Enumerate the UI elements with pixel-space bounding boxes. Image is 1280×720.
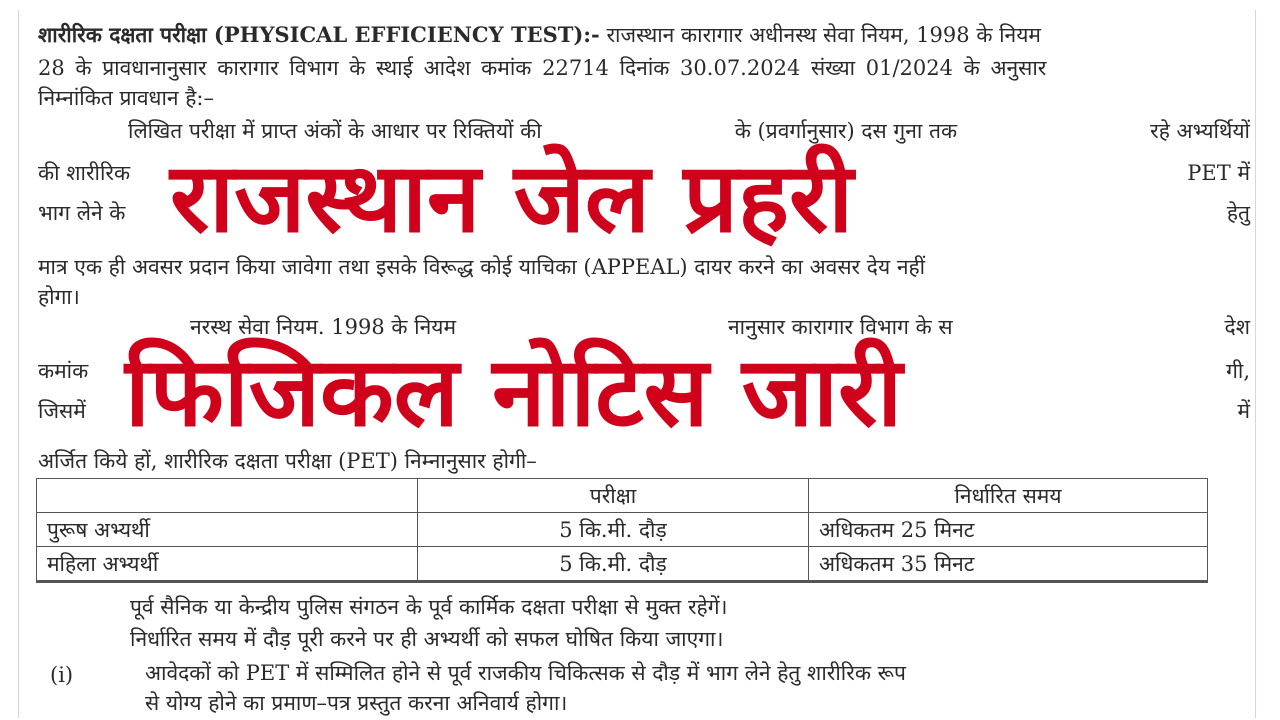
header-cell: [37, 479, 418, 513]
header-cell: निर्धारित समय: [809, 479, 1208, 513]
text: लिखित परीक्षा में प्राप्त अंकों के आधार पर रिक्तियों की: [128, 119, 542, 143]
note-3-line1: आवेदकों को PET में सम्मिलित होने से पूर्व राजकीय चिकित्सक से दौड़ में भाग लेने हेतु शारीरिक रूप: [145, 661, 906, 685]
cell: पुरूष अभ्यर्थी: [37, 513, 418, 547]
pet-table: [36, 478, 1208, 583]
note-1: पूर्व सैनिक या केन्द्रीय पुलिस संगठन के पूर्व कार्मिक दक्षता परीक्षा से मुक्त रहेगें।: [130, 595, 728, 619]
para1-line3: निम्नांकित प्रावधान है:–: [38, 86, 214, 110]
note-3-marker: (i): [50, 663, 74, 687]
cell: 5 कि.मी. दौड़: [418, 547, 809, 582]
headline-line2: फिजिकल नोटिस जारी: [125, 336, 903, 448]
text: राजस्थान कारागार अधीनस्थ सेवा नियम, 1998 के नियम: [606, 23, 1041, 47]
table-header-row: [37, 479, 1208, 513]
text: में: [1237, 399, 1250, 423]
text: हेतु: [1226, 201, 1250, 225]
text: के (प्रवर्गानुसार) दस गुना तक: [734, 119, 958, 143]
text: गी,: [1226, 359, 1250, 383]
text: भाग लेने के: [38, 201, 126, 225]
para2-line5: होगा।: [38, 285, 80, 309]
text: रहे अभ्यर्थियों: [1150, 119, 1250, 143]
para1-line2: 28 के प्रावधानानुसार कारागार विभाग के स्थाई आदेश कमांक 22714 दिनांक 30.07.2024 संख्या 01/2024 के अनुसार: [38, 56, 1047, 80]
table-row: [37, 513, 1208, 547]
table-row: [37, 547, 1208, 582]
note-2: निर्धारित समय में दौड़ पूरी करने पर ही अभ्यर्थी को सफल घोषित किया जाएगा।: [130, 627, 724, 651]
text: PET में: [1187, 161, 1250, 185]
cell: 5 कि.मी. दौड़: [418, 513, 809, 547]
cell: महिला अभ्यर्थी: [37, 547, 418, 582]
cell: अधिकतम 35 मिनट: [809, 547, 1208, 582]
para2-line4: मात्र एक ही अवसर प्रदान किया जावेगा तथा इसके विरूद्ध कोई याचिका (APPEAL) दायर करने का अवसर देय नहीं: [38, 255, 926, 279]
text: की शारीरिक: [38, 161, 131, 185]
text: नरस्थ सेवा नियम. 1998 के नियम: [190, 315, 457, 339]
para1-line1: [38, 22, 1041, 48]
text: कमांक: [38, 359, 89, 383]
headline-line1: राजस्थान जेल प्रहरी: [170, 142, 854, 254]
text: जिसमें: [38, 399, 86, 423]
para2-line1: [128, 118, 1250, 144]
para3-line4: अर्जित किये हों, शारीरिक दक्षता परीक्षा (PET) निम्नानुसार होगी–: [38, 449, 537, 473]
text: देश: [1224, 315, 1250, 339]
note-3-line2: से योग्य होने का प्रमाण–पत्र प्रस्तुत करना अनिवार्य होगा।: [145, 691, 568, 715]
text: नानुसार कारागार विभाग के स: [727, 315, 953, 339]
cell: अधिकतम 25 मिनट: [809, 513, 1208, 547]
section-heading: शारीरिक दक्षता परीक्षा (PHYSICAL EFFICIENCY TEST):-: [38, 22, 600, 47]
header-cell: परीक्षा: [418, 479, 809, 513]
